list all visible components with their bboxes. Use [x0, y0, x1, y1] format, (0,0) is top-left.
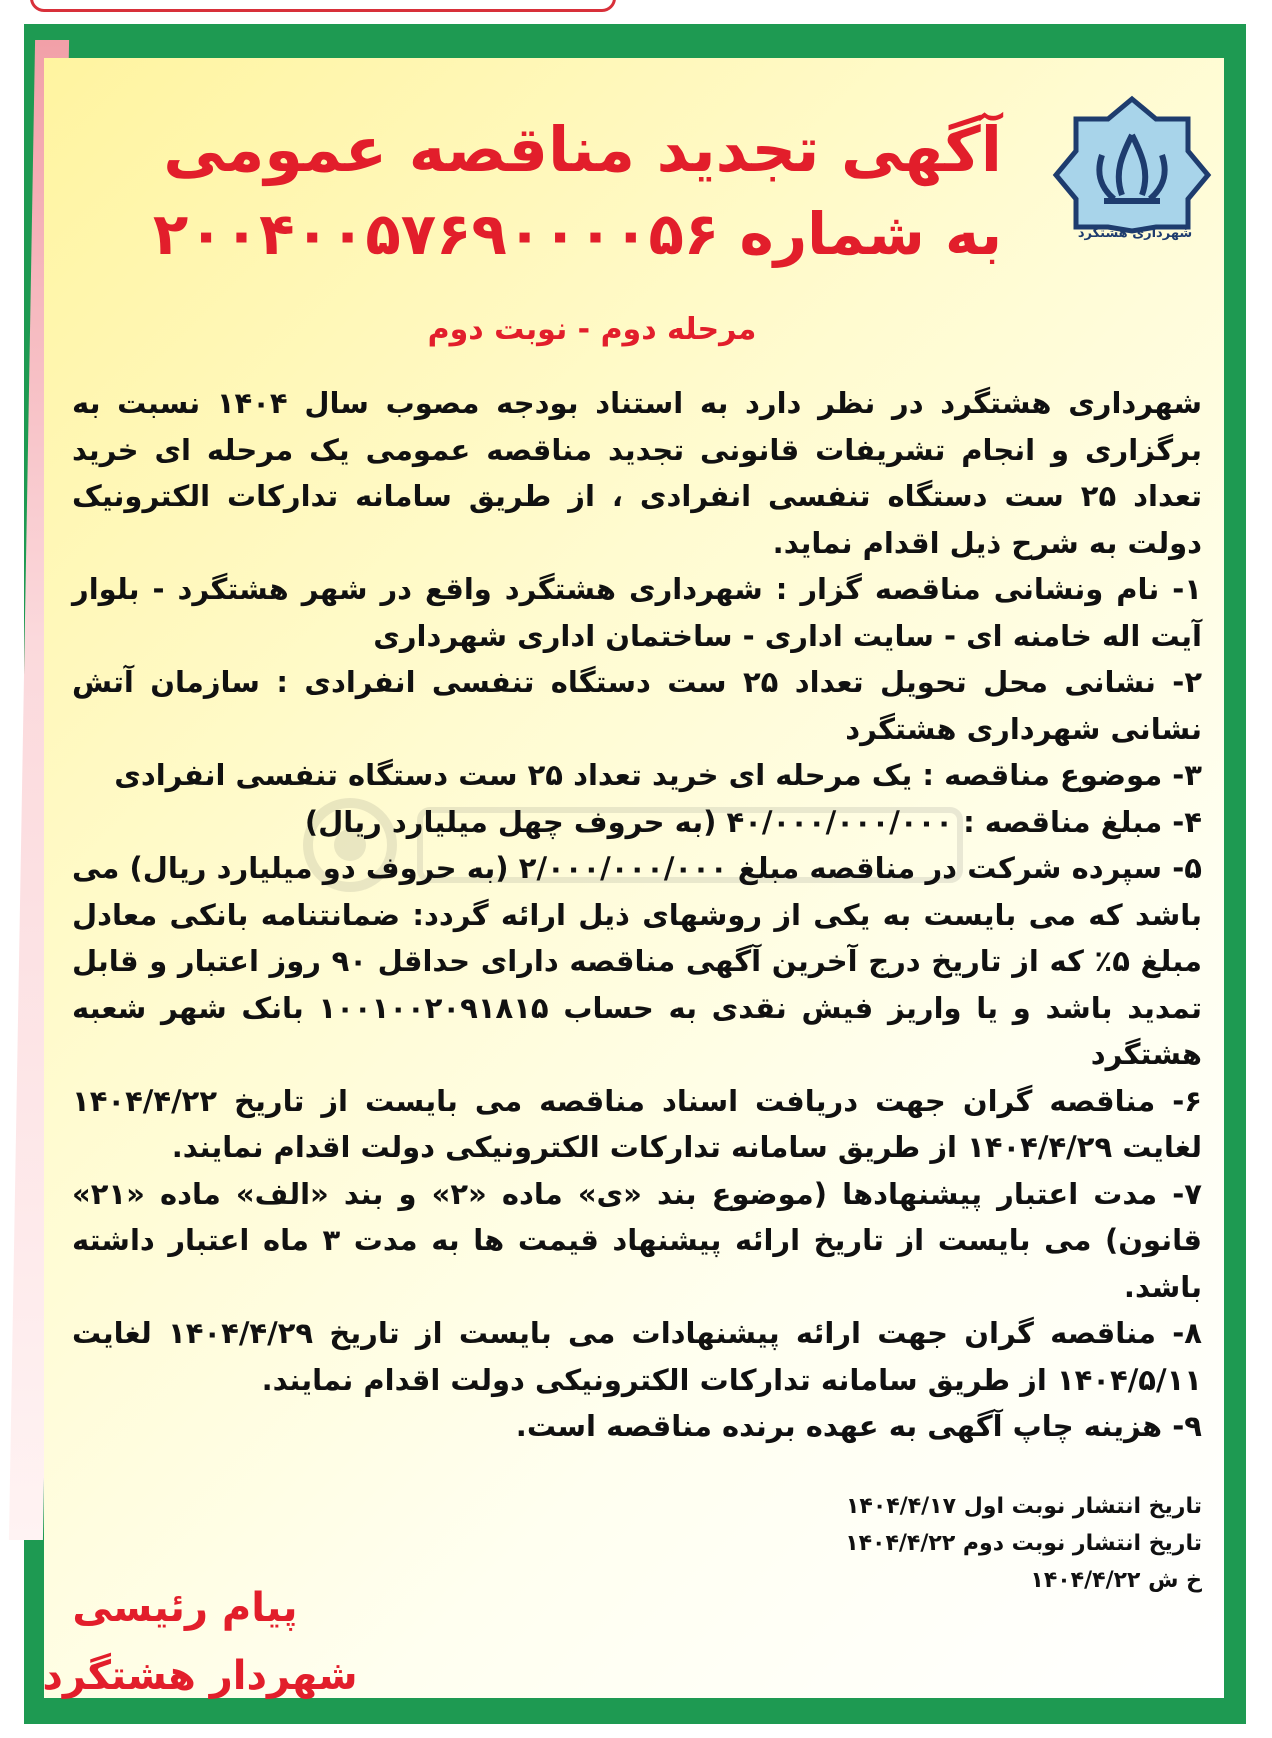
ad-title: آگهی تجدید مناقصه عمومی	[163, 113, 1002, 186]
item-6: ۶- مناقصه گران جهت دریافت اسناد مناقصه می بایست از تاریخ ۱۴۰۴/۴/۲۲ لغایت ۱۴۰۴/۴/۲۹ از طریق سامانه تدارکات الکترونیکی دولت اقدام نمایند.	[72, 1083, 1202, 1164]
item-5: ۵- سپرده شرکت در مناقصه مبلغ ۲/۰۰۰/۰۰۰/۰۰۰ (به حروف دو میلیارد ریال) می باشد که می بایست به یکی از روشهای ذیل ارائه گردد: ضمانتنامه بانکی معادل مبلغ ۵٪ که از تاریخ درج آخرین آگهی مناقصه دارای حداقل ۹۰ روز اعتبار و قابل تمدید باشد و یا واریز فیش نقدی به حساب ۱۰۰۱۰۰۲۰۹۱۸۱۵ بانک شهر شعبه هشتگرد	[72, 851, 1202, 1071]
intro-paragraph: شهرداری هشتگرد در نظر دارد به استناد بودجه مصوب سال ۱۴۰۴ نسبت به برگزاری و انجام تشریفات قانونی تجدید مناقصه عمومی یک مرحله ای خرید تعداد ۲۵ ست دستگاه تنفسی انفرادی ، از طریق سامانه تدارکات الکترونیک دولت به شرح ذیل اقدام نماید.	[72, 386, 1203, 560]
item-2: ۲- نشانی محل تحویل تعداد ۲۵ ست دستگاه تنفسی انفرادی : سازمان آتش نشانی شهرداری هشتگرد	[72, 665, 1203, 746]
stage-subtitle: مرحله دوم - نوبت دوم	[427, 312, 757, 347]
previous-ad-border	[30, 0, 616, 12]
second-publication-date: تاریخ انتشار نوبت دوم ۱۴۰۴/۴/۲۲	[845, 1531, 1202, 1556]
item-3: ۳- موضوع مناقصه : یک مرحله ای خرید تعداد ۲۵ ست دستگاه تنفسی انفرادی	[114, 758, 1202, 792]
item-9: ۹- هزینه چاپ آگهی به عهده برنده مناقصه است.	[515, 1409, 1202, 1443]
ad-body	[72, 380, 1202, 1450]
item-7: ۷- مدت اعتبار پیشنهادها (موضوع بند «ی» ماده «۲» و بند «الف» ماده «۲۱» قانون) می بایست از تاریخ ارائه پیشنهاد قیمت ها به مدت ۳ ماه اعتبار داشته باشد.	[72, 1176, 1202, 1304]
item-1: ۱- نام ونشانی مناقصه گزار : شهرداری هشتگرد واقع در شهر هشتگرد - بلوار آیت اله خامنه ای - سایت اداری - ساختمان اداری شهرداری	[72, 572, 1202, 653]
logo-caption: شهرداری هشتگرد	[1077, 226, 1193, 241]
reference-code: خ ش ۱۴۰۴/۴/۲۲	[1030, 1568, 1202, 1593]
tender-number: به شماره ۲۰۰۴۰۰۵۷۶۹۰۰۰۰۵۶	[152, 200, 1002, 268]
item-8: ۸- مناقصه گران جهت ارائه پیشنهادات می بایست از تاریخ ۱۴۰۴/۴/۲۹ لغایت ۱۴۰۴/۵/۱۱ از طریق سامانه تدارکات الکترونیکی دولت اقدام نمایند.	[72, 1316, 1202, 1397]
top-strip	[0, 0, 1272, 22]
signatory-title: شهردار هشتگرد	[42, 1653, 358, 1699]
signatory-name: پیام رئیسی	[72, 1585, 298, 1631]
item-4: ۴- مبلغ مناقصه : ۴۰/۰۰۰/۰۰۰/۰۰۰ (به حروف چهل میلیارد ریال)	[304, 804, 1202, 839]
first-publication-date: تاریخ انتشار نوبت اول ۱۴۰۴/۴/۱۷	[845, 1494, 1202, 1519]
